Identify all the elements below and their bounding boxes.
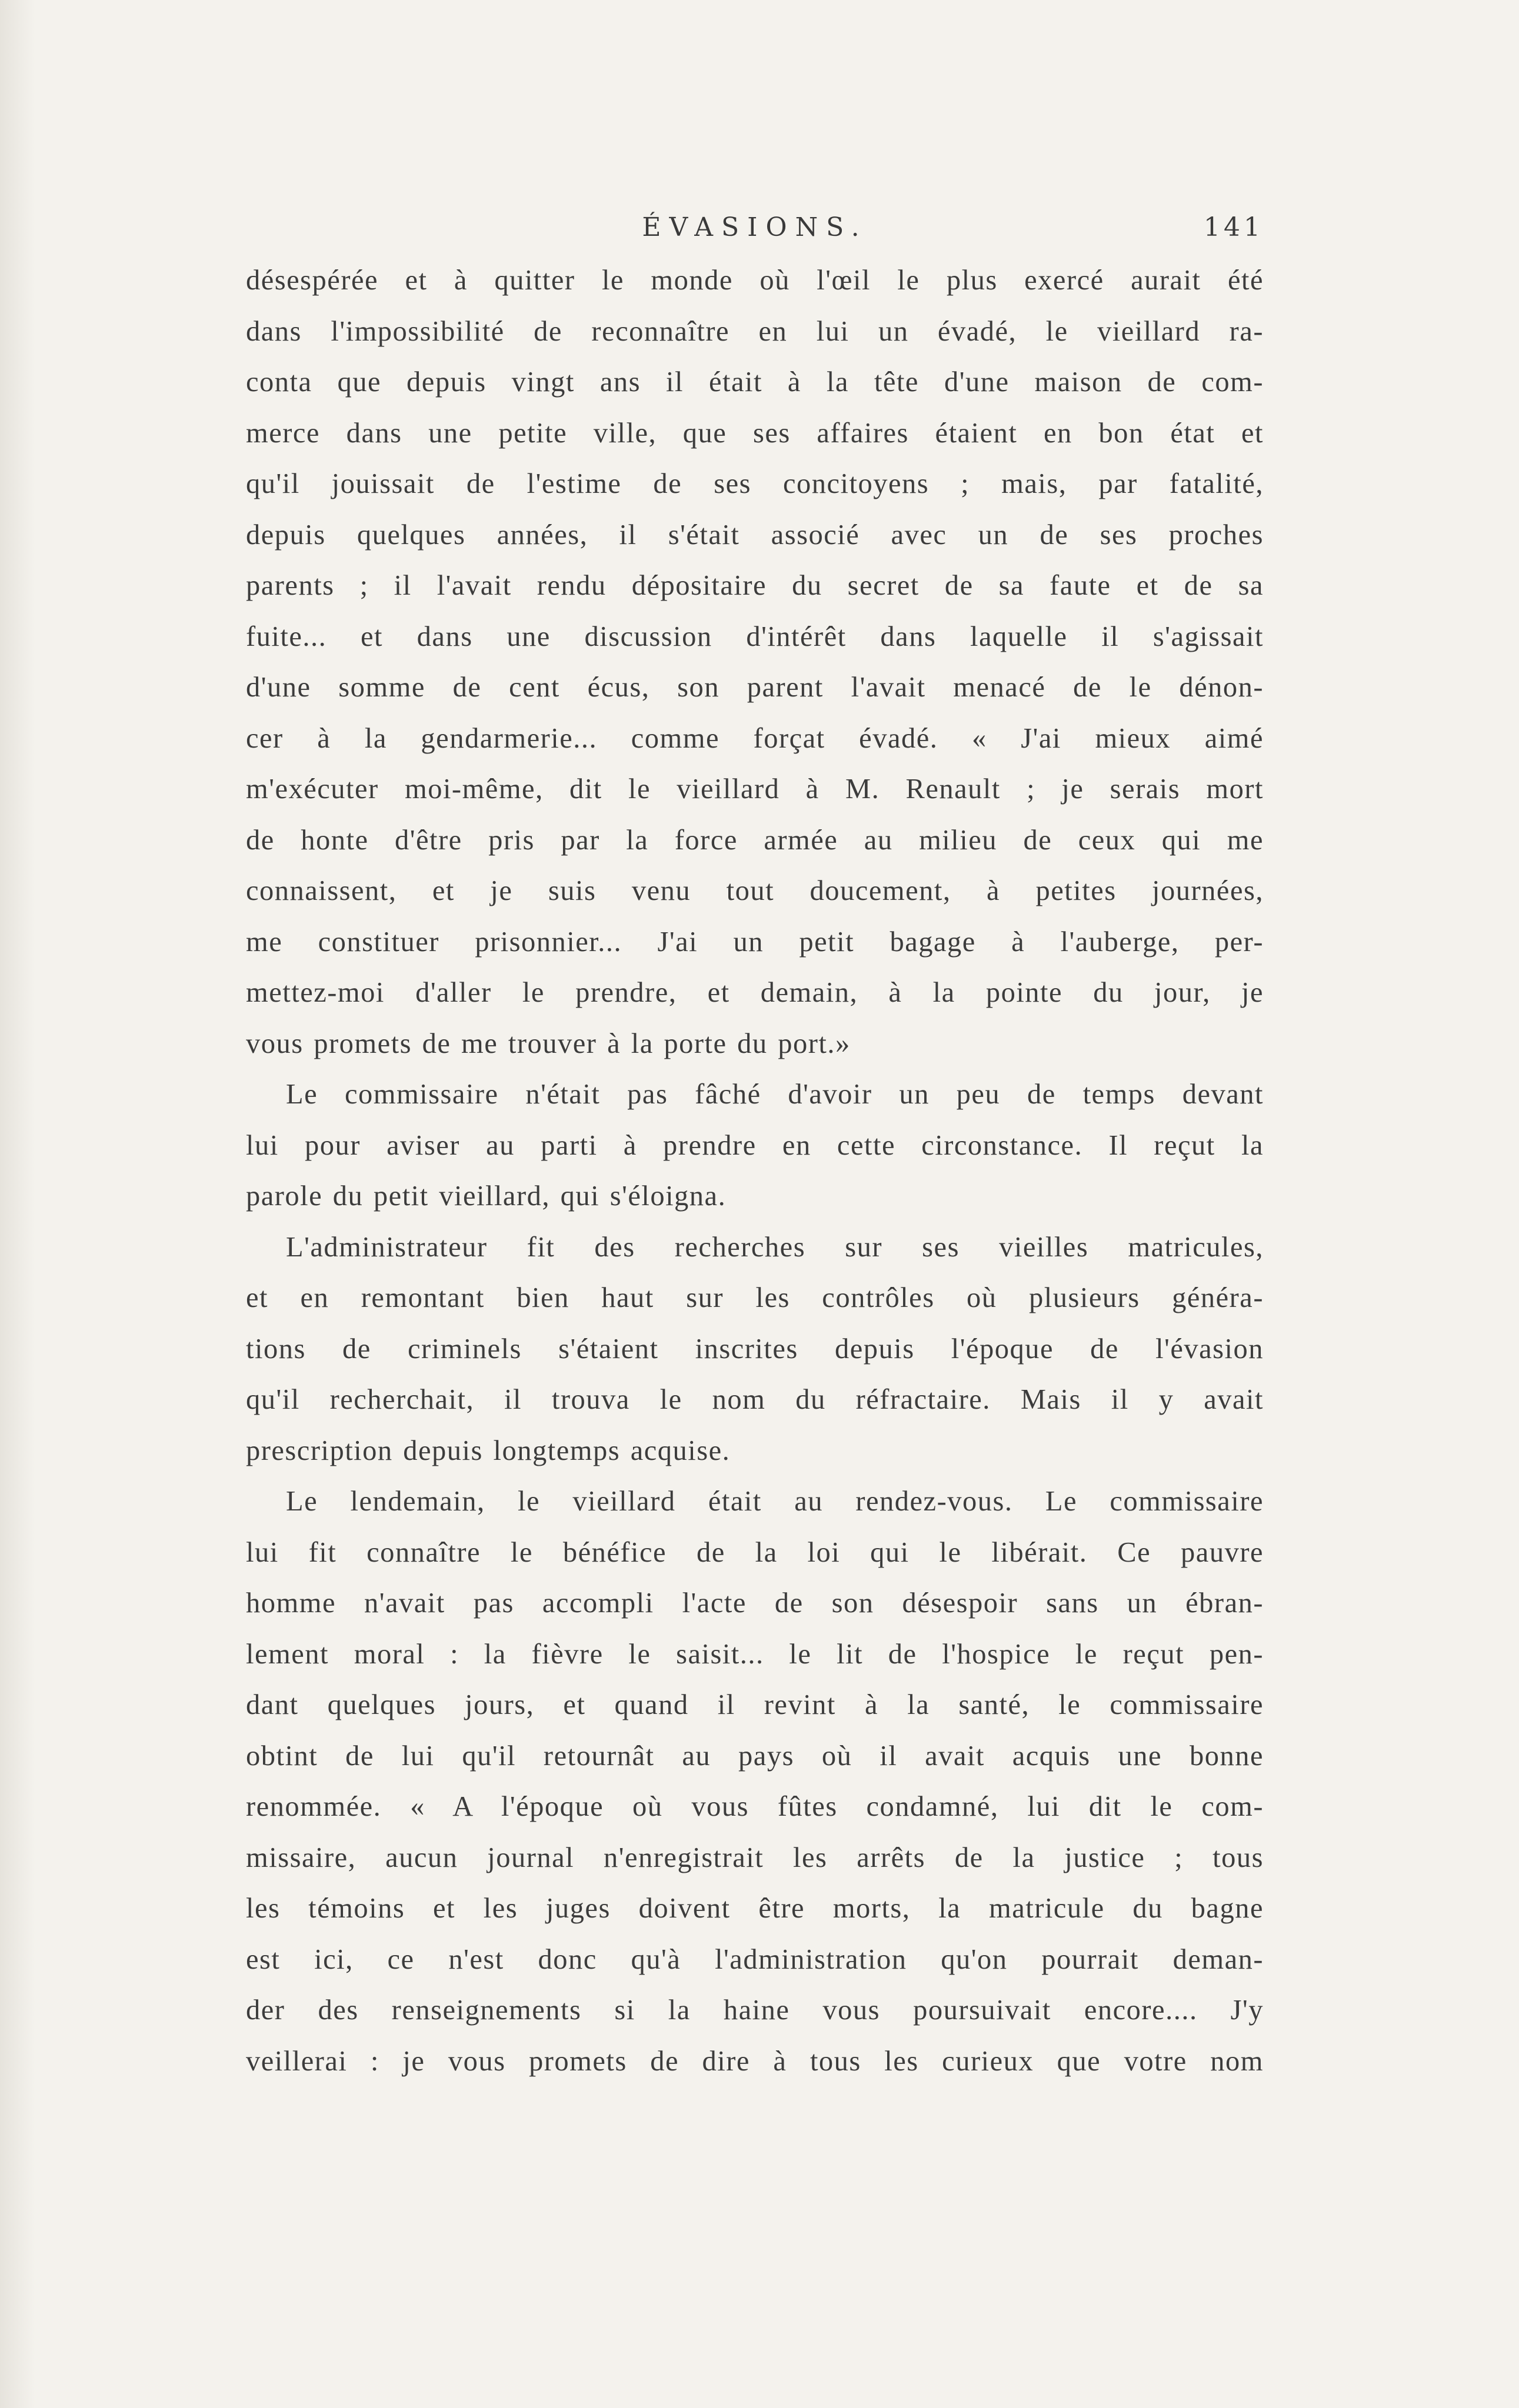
paragraph-start-line: Le lendemain, le vieillard était au rendez-vous. Le commissaire (286, 1486, 1264, 1517)
text-line: veillerai : je vous promets de dire à tous les curieux que votre nom (246, 2045, 1264, 2077)
text-line: connaissent, et je suis venu tout doucement, à petites journées, (246, 875, 1264, 906)
text-line: de honte d'être pris par la force armée au milieu de ceux qui me (246, 824, 1264, 856)
text-line: dans l'impossibilité de reconnaître en lui un évadé, le vieillard ra- (246, 315, 1264, 347)
text-line: d'une somme de cent écus, son parent l'avait menacé de le dénon- (246, 672, 1264, 703)
text-line: lui fit connaître le bénéfice de la loi qui le libérait. Ce pauvre (246, 1536, 1264, 1568)
paragraph-start-line: Le commissaire n'était pas fâché d'avoir un peu de temps devant (286, 1079, 1264, 1110)
text-line: parole du petit vieillard, qui s'éloigna. (246, 1180, 727, 1212)
text-line: merce dans une petite ville, que ses affaires étaient en bon état et (246, 417, 1264, 449)
text-line: qu'il jouissait de l'estime de ses concitoyens ; mais, par fatalité, (246, 468, 1264, 499)
text-line: les témoins et les juges doivent être morts, la matricule du bagne (246, 1893, 1264, 1924)
page-edge-shadow (0, 0, 35, 2408)
text-line: der des renseignements si la haine vous poursuivait encore.... J'y (246, 1995, 1264, 2026)
text-line: lui pour aviser au parti à prendre en cette circonstance. Il reçut la (246, 1129, 1264, 1161)
text-line: missaire, aucun journal n'enregistrait les arrêts de la justice ; tous (246, 1842, 1264, 1873)
text-line: vous promets de me trouver à la porte du port.» (246, 1028, 851, 1059)
text-line: qu'il recherchait, il trouva le nom du réfractaire. Mais il y avait (246, 1384, 1264, 1415)
text-line: fuite... et dans une discussion d'intérêt dans laquelle il s'agissait (246, 621, 1264, 652)
text-line: obtint de lui qu'il retournât au pays où il avait acquis une bonne (246, 1740, 1264, 1772)
text-line: tions de criminels s'étaient inscrites depuis l'époque de l'évasion (246, 1333, 1264, 1365)
page-header (246, 207, 1264, 248)
text-line: m'exécuter moi-même, dit le vieillard à M. Renault ; je serais mort (246, 773, 1264, 805)
text-line: depuis quelques années, il s'était associé avec un de ses proches (246, 519, 1264, 551)
text-line: lement moral : la fièvre le saisit... le lit de l'hospice le reçut pen- (246, 1638, 1264, 1670)
running-title: ÉVASIONS. (642, 212, 868, 242)
page-number: 141 (1204, 212, 1264, 242)
text-line: prescription depuis longtemps acquise. (246, 1435, 731, 1466)
text-line: dant quelques jours, et quand il revint à la santé, le commissaire (246, 1689, 1264, 1720)
body-text (246, 255, 1264, 2087)
text-line: me constituer prisonnier... J'ai un petit bagage à l'auberge, per- (246, 926, 1264, 958)
text-line: cer à la gendarmerie... comme forçat évadé. « J'ai mieux aimé (246, 722, 1264, 754)
text-line: mettez-moi d'aller le prendre, et demain, à la pointe du jour, je (246, 977, 1264, 1008)
text-line: est ici, ce n'est donc qu'à l'administration qu'on pourrait deman- (246, 1943, 1264, 1975)
text-line: renommée. « A l'époque où vous fûtes condamné, lui dit le com- (246, 1791, 1264, 1822)
text-line: conta que depuis vingt ans il était à la tête d'une maison de com- (246, 366, 1264, 398)
paragraph-start-line: L'administrateur fit des recherches sur ses vieilles matricules, (286, 1231, 1264, 1263)
text-line: désespérée et à quitter le monde où l'œil le plus exercé aurait été (246, 265, 1264, 296)
text-line: homme n'avait pas accompli l'acte de son désespoir sans un ébran- (246, 1587, 1264, 1619)
text-line: parents ; il l'avait rendu dépositaire du secret de sa faute et de sa (246, 570, 1264, 601)
text-line: et en remontant bien haut sur les contrôles où plusieurs généra- (246, 1282, 1264, 1313)
